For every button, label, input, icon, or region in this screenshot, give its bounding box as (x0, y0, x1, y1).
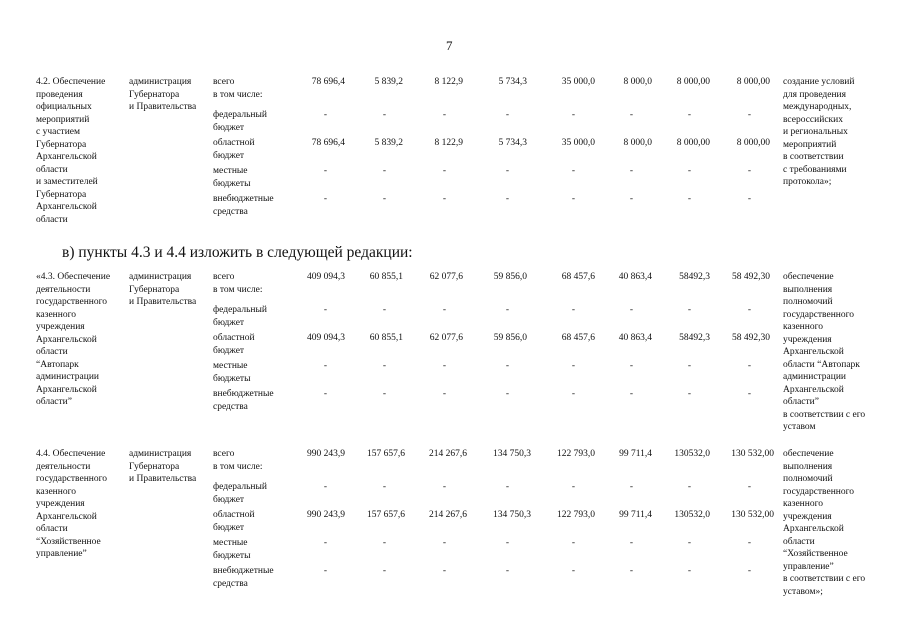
item-result: обеспечение выполнения полномочий государственного казенного учреждения Архангельской области “Хозяйственное управление” в соответствии с его уставом»; (783, 449, 866, 597)
value-cell: - (629, 110, 633, 120)
value-cell: 990 243,9 (307, 449, 345, 459)
row-total (0, 271, 905, 284)
value-cell: - (323, 166, 327, 176)
value-cell: 99 711,4 (619, 449, 652, 459)
value-cell: - (629, 538, 633, 548)
value-cell: 8 122,9 (434, 138, 463, 148)
value-cell: 8 000,00 (676, 138, 710, 148)
value-cell: - (442, 305, 446, 315)
value-cell: 214 267,6 (429, 510, 467, 520)
item-executor: администрация Губернатора и Правительства (129, 77, 197, 112)
value-cell: - (442, 538, 446, 548)
value-cell: - (571, 166, 575, 176)
row-total (0, 448, 905, 461)
item-result: создание условий для проведения международных, всероссийских и региональных мероприятий в соответствии с требованиями протокола»; (783, 77, 855, 187)
value-cell: 8 000,0 (623, 77, 652, 87)
value-cell: - (382, 361, 386, 371)
value-cell: - (687, 305, 691, 315)
value-cell: - (442, 110, 446, 120)
value-cell: 130532,0 (674, 449, 710, 459)
row-extra (0, 193, 905, 206)
row-label-federal: федеральный бюджет (213, 110, 267, 133)
value-cell: 58492,3 (679, 272, 710, 282)
item-executor: администрация Губернатора и Правительства (129, 272, 197, 307)
value-cell: 134 750,3 (493, 449, 531, 459)
value-cell: - (571, 361, 575, 371)
value-cell: 409 094,3 (307, 333, 345, 343)
row-federal (0, 481, 905, 494)
value-cell: 62 077,6 (429, 272, 463, 282)
value-cell: - (687, 194, 691, 204)
row-label-extra: внебюджетные средства (213, 389, 274, 412)
section-heading: в) пункты 4.3 и 4.4 изложить в следующей редакции: (62, 244, 413, 261)
value-cell: 8 000,00 (676, 77, 710, 87)
value-cell: - (747, 194, 751, 204)
value-cell: - (382, 482, 386, 492)
value-cell: - (323, 361, 327, 371)
row-extra (0, 388, 905, 401)
row-label-regional: областной бюджет (213, 333, 255, 356)
value-cell: - (323, 110, 327, 120)
row-total (0, 76, 905, 89)
value-cell: - (747, 110, 751, 120)
item-executor: администрация Губернатора и Правительства (129, 449, 197, 484)
row-label-including: в том числе: (213, 90, 263, 100)
value-cell: - (323, 305, 327, 315)
value-cell: - (442, 194, 446, 204)
item-title: «4.3. Обеспечение деятельности государственного казенного учреждения Архангельской области “Автопарк администрации Архангельской области” (36, 272, 111, 407)
value-cell: - (382, 389, 386, 399)
row-label-including: в том числе: (213, 285, 263, 295)
row-local (0, 360, 905, 373)
value-cell: - (323, 194, 327, 204)
value-cell: - (382, 194, 386, 204)
value-cell: 409 094,3 (307, 272, 345, 282)
value-cell: - (442, 361, 446, 371)
value-cell: - (687, 166, 691, 176)
row-label-extra: внебюджетные средства (213, 566, 274, 589)
value-cell: - (382, 566, 386, 576)
value-cell: 62 077,6 (429, 333, 463, 343)
value-cell: 60 855,1 (369, 333, 403, 343)
value-cell: 157 657,6 (367, 510, 405, 520)
value-cell: - (505, 166, 509, 176)
value-cell: - (747, 538, 751, 548)
value-cell: - (323, 538, 327, 548)
value-cell: 5 839,2 (374, 77, 403, 87)
value-cell: - (505, 194, 509, 204)
value-cell: - (687, 538, 691, 548)
value-cell: 78 696,4 (311, 77, 345, 87)
row-label-total: всего (213, 77, 235, 87)
value-cell: - (687, 110, 691, 120)
value-cell: 35 000,0 (561, 77, 595, 87)
value-cell: 5 734,3 (498, 77, 527, 87)
value-cell: - (747, 482, 751, 492)
value-cell: - (382, 538, 386, 548)
value-cell: - (323, 566, 327, 576)
row-federal (0, 304, 905, 317)
value-cell: 990 243,9 (307, 510, 345, 520)
row-regional (0, 332, 905, 345)
value-cell: 78 696,4 (311, 138, 345, 148)
value-cell: 122 793,0 (557, 449, 595, 459)
value-cell: - (747, 305, 751, 315)
item-title: 4.2. Обеспечение проведения официальных мероприятий с участием Губернатора Архангельской области и заместителей Губернатора Архангельской области (36, 77, 106, 225)
value-cell: - (323, 482, 327, 492)
value-cell: - (571, 482, 575, 492)
value-cell: - (629, 389, 633, 399)
value-cell: 8 122,9 (434, 77, 463, 87)
value-cell: 60 855,1 (369, 272, 403, 282)
value-cell: 68 457,6 (561, 333, 595, 343)
row-local (0, 165, 905, 178)
item-result: обеспечение выполнения полномочий государственного казенного учреждения Архангельской области “Автопарк администрации Архангельской области” в соответствии с его уставом (783, 272, 866, 432)
value-cell: - (382, 305, 386, 315)
value-cell: 5 734,3 (498, 138, 527, 148)
row-regional (0, 509, 905, 522)
value-cell: - (571, 389, 575, 399)
value-cell: 130 532,00 (731, 510, 774, 520)
row-label-local: местные бюджеты (213, 361, 251, 384)
value-cell: - (571, 110, 575, 120)
row-federal (0, 109, 905, 122)
value-cell: - (571, 538, 575, 548)
value-cell: 58 492,30 (732, 272, 770, 282)
row-local (0, 537, 905, 550)
value-cell: - (629, 361, 633, 371)
row-regional (0, 137, 905, 150)
value-cell: 58 492,30 (732, 333, 770, 343)
row-label-regional: областной бюджет (213, 138, 255, 161)
value-cell: 68 457,6 (561, 272, 595, 282)
value-cell: - (505, 538, 509, 548)
value-cell: 58492,3 (679, 333, 710, 343)
value-cell: 35 000,0 (561, 138, 595, 148)
value-cell: 40 863,4 (618, 333, 652, 343)
value-cell: - (571, 566, 575, 576)
row-label-including: в том числе: (213, 462, 263, 472)
value-cell: - (687, 482, 691, 492)
value-cell: - (629, 194, 633, 204)
value-cell: - (571, 194, 575, 204)
row-label-federal: федеральный бюджет (213, 482, 267, 505)
row-label-total: всего (213, 449, 235, 459)
value-cell: - (747, 361, 751, 371)
value-cell: 8 000,00 (736, 77, 770, 87)
value-cell: 5 839,2 (374, 138, 403, 148)
value-cell: - (747, 566, 751, 576)
value-cell: - (687, 389, 691, 399)
value-cell: 157 657,6 (367, 449, 405, 459)
row-label-total: всего (213, 272, 235, 282)
value-cell: 8 000,0 (623, 138, 652, 148)
value-cell: - (571, 305, 575, 315)
row-label-local: местные бюджеты (213, 166, 251, 189)
value-cell: - (629, 166, 633, 176)
value-cell: - (505, 110, 509, 120)
value-cell: 99 711,4 (619, 510, 652, 520)
row-label-local: местные бюджеты (213, 538, 251, 561)
value-cell: 130532,0 (674, 510, 710, 520)
value-cell: - (629, 305, 633, 315)
value-cell: - (323, 389, 327, 399)
value-cell: - (505, 482, 509, 492)
value-cell: - (505, 305, 509, 315)
value-cell: - (505, 361, 509, 371)
item-title: 4.4. Обеспечение деятельности государственного казенного учреждения Архангельской области “Хозяйственное управление” (36, 449, 108, 559)
value-cell: - (747, 389, 751, 399)
value-cell: 134 750,3 (493, 510, 531, 520)
value-cell: 122 793,0 (557, 510, 595, 520)
value-cell: - (505, 566, 509, 576)
value-cell: - (442, 166, 446, 176)
value-cell: 40 863,4 (618, 272, 652, 282)
value-cell: - (442, 566, 446, 576)
value-cell: - (442, 389, 446, 399)
value-cell: 59 856,0 (493, 333, 527, 343)
page-number: 7 (446, 38, 453, 53)
value-cell: - (382, 166, 386, 176)
row-extra (0, 565, 905, 578)
row-label-federal: федеральный бюджет (213, 305, 267, 328)
value-cell: - (382, 110, 386, 120)
value-cell: - (747, 166, 751, 176)
value-cell: - (629, 482, 633, 492)
value-cell: - (505, 389, 509, 399)
value-cell: - (629, 566, 633, 576)
row-label-extra: внебюджетные средства (213, 194, 274, 217)
value-cell: 8 000,00 (736, 138, 770, 148)
value-cell: - (687, 566, 691, 576)
value-cell: 130 532,00 (731, 449, 774, 459)
value-cell: - (687, 361, 691, 371)
value-cell: 214 267,6 (429, 449, 467, 459)
row-label-regional: областной бюджет (213, 510, 255, 533)
value-cell: - (442, 482, 446, 492)
value-cell: 59 856,0 (493, 272, 527, 282)
